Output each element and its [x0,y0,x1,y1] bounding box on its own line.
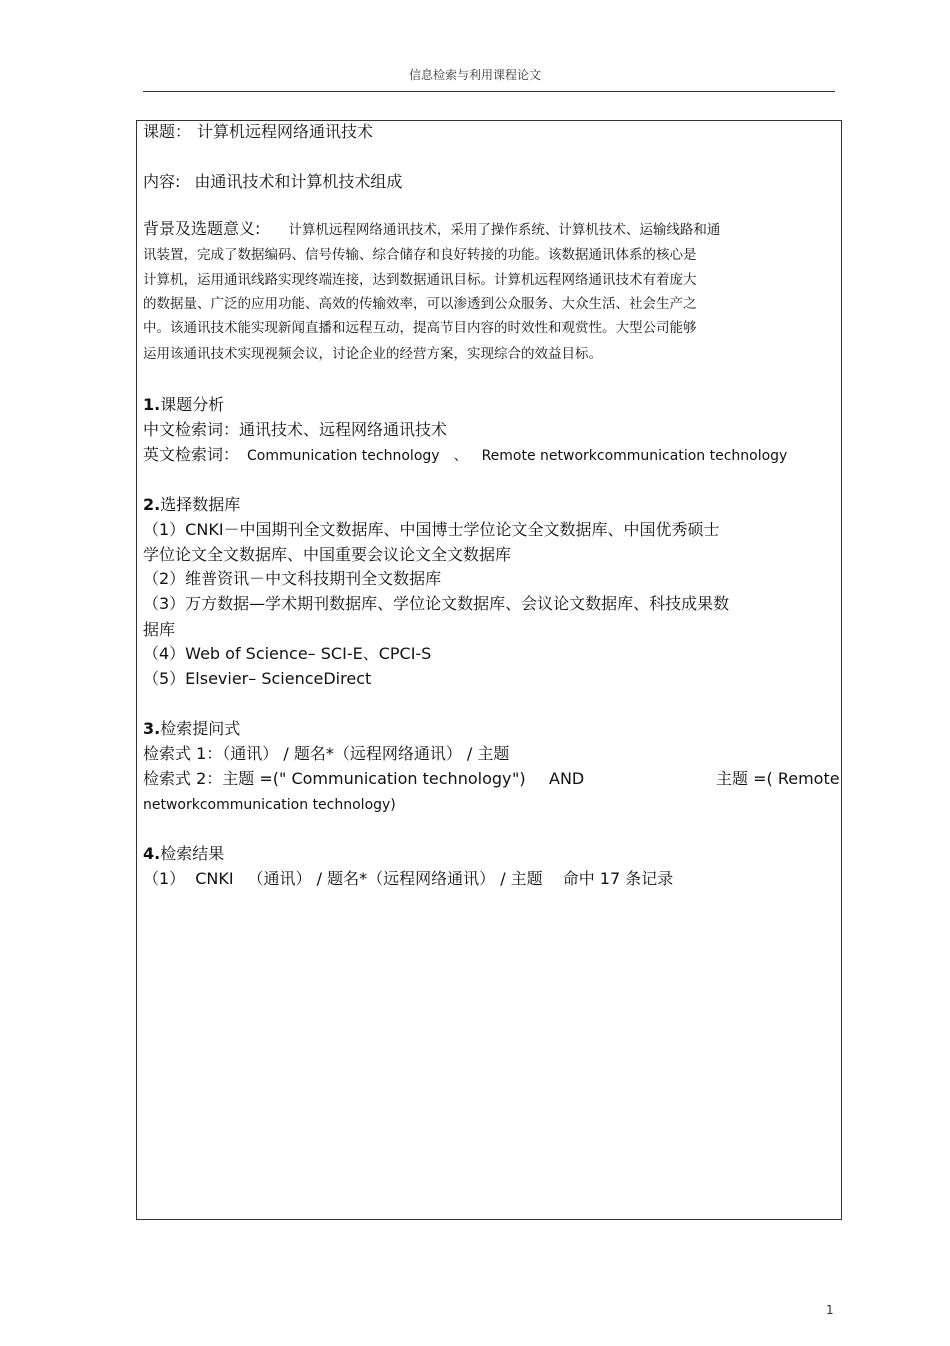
query-2-part-2: ") [512,769,526,788]
en-keyword-separator: 、 [453,448,468,464]
query-2-and: AND [549,769,585,788]
background-text-6: 运用该通讯技术实现视频会议，讨论企业的经营方案，实现综合的效益目标。 [143,346,602,362]
en-keyword-1: Communication technology [247,448,440,464]
page-number: 1 [826,1303,834,1317]
database-line-6: （4）Web of Science– SCI-E、CPCI-S [143,644,432,663]
query-2-part-3: 主题 =( Remote [716,769,840,788]
topic-label: 课题： [143,122,192,141]
cn-keywords-line [143,420,447,440]
cn-keywords-label: 中文检索词： [143,420,240,439]
section-1-title: 课题分析 [160,395,225,414]
result-line [143,869,673,889]
section-3-number: 3. [143,719,161,738]
background-text-2: 讯装置，完成了数据编码、信号传输、综合储存和良好转接的功能。该数据通讯体系的核心是 [143,247,697,263]
section-3-title: 检索提问式 [160,719,241,738]
section-1-heading [143,395,224,415]
section-4-heading [143,844,224,864]
cn-keywords-value: 通讯技术、远程网络通讯技术 [239,420,448,439]
background-line-1 [143,219,720,240]
topic-value: 计算机远程网络通讯技术 [197,122,374,141]
section-1-number: 1. [143,395,161,414]
background-text-1: 计算机远程网络通讯技术，采用了操作系统、计算机技术、运输线路和通 [288,222,721,238]
topic-line [143,122,373,142]
result-query: （通讯） / 题名*（远程网络通讯） / 主题 [247,869,543,888]
background-text-5: 中。该通讯技术能实现新闻直播和远程互动，提高节目内容的时效性和观赏性。大型公司能够 [143,320,697,336]
query-2-part-1: 检索式 2：主题 =(" Communication technology [143,769,512,788]
en-keyword-2: Remote networkcommunication technology [481,448,788,464]
database-line-3: （2）维普资讯－中文科技期刊全文数据库 [143,569,442,588]
content-line [143,172,402,192]
result-index: （1） [143,869,186,888]
background-label: 背景及选题意义: [143,219,261,238]
section-3-heading [143,719,240,739]
en-keywords-line [143,445,787,466]
result-database: CNKI [195,869,234,888]
section-4-number: 4. [143,844,161,863]
background-text-4: 的数据量、广泛的应用功能、高效的传输效率，可以渗透到公众服务、大众生活、社会生产之 [143,296,697,312]
en-keywords-label: 英文检索词： [143,445,240,464]
database-line-5: 据库 [143,620,176,639]
database-line-4: （3）万方数据—学术期刊数据库、学位论文数据库、会议论文数据库、科技成果数 [143,594,730,613]
database-line-2: 学位论文全文数据库、中国重要会议论文全文数据库 [143,545,512,564]
background-text-3: 计算机，运用通讯线路实现终端连接，达到数据通讯目标。计算机远程网络通讯技术有着庞大 [143,272,697,288]
running-header: 信息检索与利用课程论文 [408,68,541,82]
query-2-part-4: networkcommunication technology) [143,797,396,813]
database-line-7: （5）Elsevier– ScienceDirect [143,669,372,688]
header-rule [143,91,835,92]
result-hits: 命中 17 条记录 [562,869,674,888]
section-2-title: 选择数据库 [160,495,241,514]
content-label: 内容: [143,172,181,191]
section-4-title: 检索结果 [160,844,225,863]
section-2-heading [143,495,240,515]
content-value: 由通讯技术和计算机技术组成 [194,172,403,191]
query-1: 检索式 1：（通讯） / 题名*（远程网络通讯） / 主题 [143,744,510,763]
database-line-1: （1）CNKI－中国期刊全文数据库、中国博士学位论文全文数据库、中国优秀硕士 [143,520,720,539]
section-2-number: 2. [143,495,161,514]
